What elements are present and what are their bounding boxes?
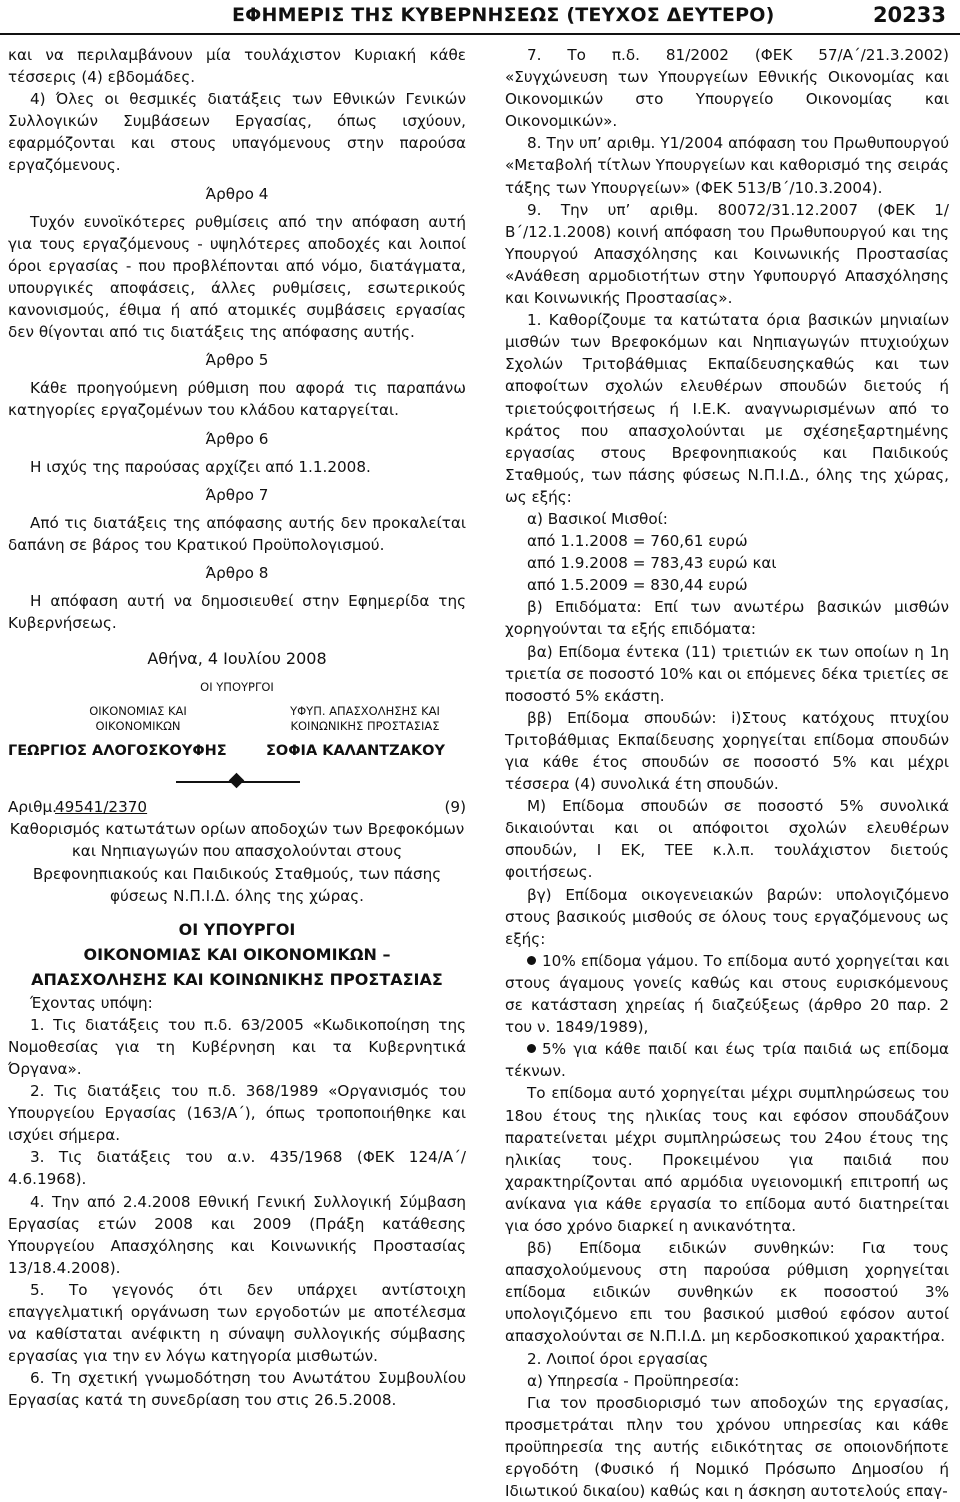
signing-date: Αθήνα, 4 Ιουλίου 2008 xyxy=(147,649,327,669)
child-allowance-paragraph: Το επίδομα αυτό χορηγείται μέχρι συμπληρώσεως του 18ου έτους της ηλικίας τους και εφόσον σπουδάζουν παρατείνεται μέχρι συμπληρώσεως του 24ου έτους της ηλικίας τους. Προκειμένου για παιδιά που χαρακτηρίζονται από αρμόδια υγειονομική επιτροπή ως ανίκανα για κάθε εργασία το επίδομα αυτό διατηρείται για όσο χρόνο διαρκεί η ανικανότητα. xyxy=(505,1084,949,1235)
consideration-8: 8. Την υπ’ αριθμ. Υ1/2004 απόφαση του Πρωθυπουργού «Μεταβολή τίτλων Υπουργείων και καθορισμό της σειράς τάξης των Υπουργείων» (ΦΕΚ 513/Β΄/10.3.2004). xyxy=(505,134,949,197)
paragraph: και να περιλαμβάνουν μία τουλάχιστον Κυριακή κάθε τέσσερις (4) εβδομάδες. xyxy=(8,46,466,87)
consideration-5: 5. Το γεγονός ότι δεν υπάρχει αντίστοιχη επαγγελματική οργάνωση των εργοδοτών με αποτέλεσμα να καθίσταται ανέφικτη η σύναψη συλλογικής σύμβασης εργασίας για την εν λόγω κατηγορία μισθωτών. xyxy=(8,1280,466,1366)
consideration-9: 9. Την υπ’ αριθμ. 80072/31.12.2007 (ΦΕΚ 1/Β΄/12.1.2008) κοινή απόφαση του Πρωθυπουργού και της Υπουργού Απασχόλησης και Κοινωνικής Προστασίας «Ανάθεση αρμοδιοτήτων στην Υφυπουργό Απασχόλησης και Κοινωνικής Προστασίας». xyxy=(505,200,949,308)
consideration-1: 1. Τις διατάξεις του π.δ. 63/2005 «Κωδικοποίηση της Νομοθεσίας για τη Κυβέρνηση και τα Κυβερνητικά Όργανα». xyxy=(8,1015,466,1078)
allowance-m: Μ) Επίδομα σπουδών σε ποσοστό 5% συνολικά δικαιούνται και οι απόφοιτοι σχολών ελευθέρων σπουδών, Ι ΕΚ, ΤΕΕ κ.λ.π. τουλάχιστον διετούς φοιτήσεως. xyxy=(505,797,949,882)
bullet-item: 5% για κάθε παιδί και έως τρία παιδιά ως επίδομα τέκνων. xyxy=(505,1038,949,1082)
ministers-heading-3: ΑΠΑΣΧΟΛΗΣΗΣ ΚΑΙ ΚΟΙΝΩΝΙΚΗΣ ΠΡΟΣΤΑΣΙΑΣ xyxy=(31,969,443,989)
consideration-3: 3. Τις διατάξεις του α.ν. 435/1968 (ΦΕΚ 124/Α΄/ 4.6.1968). xyxy=(8,1148,466,1189)
article-5-text: Κάθε προηγούμενη ρύθμιση που αφορά τις παραπάνω κατηγορίες εργαζομένων του κλάδου καταργείται. xyxy=(8,379,466,420)
article-6-text: Η ισχύς της παρούσας αρχίζει από 1.1.2008. xyxy=(30,457,371,476)
signature-block xyxy=(8,678,466,770)
consideration-2: 2. Τις διατάξεις του π.δ. 368/1989 «Οργανισμός του Υπουργείου Εργασίας (163/Α΄), όπως τροποποιήθηκε και ισχύει σήμερα. xyxy=(8,1082,466,1145)
salary-line: από 1.1.2008 = 760,61 ευρώ xyxy=(527,532,748,551)
ministers-heading-2: ΟΙΚΟΝΟΜΙΑΣ ΚΑΙ ΟΙΚΟΝΟΜΙΚΩΝ – xyxy=(83,944,391,964)
salary-line: από 1.5.2009 = 830,44 ευρώ xyxy=(527,576,748,595)
diamond-icon xyxy=(229,773,245,789)
allowance-bg: βγ) Επίδομα οικογενειακών βαρών: υπολογιζόμενο στους βασικούς μισθούς σε όλους τους εργαζόμενους ως εξής: xyxy=(505,885,949,948)
article-4-text: Τυχόν ευνοϊκότερες ρυθμίσεις από την απόφαση αυτή για τους εργαζόμενους - υψηλότερες αποδοχές και λοιποί όροι εργασίας - που προβλέπονται από νόμο, διατάγματα, υπουργικές αποφάσεις, άλλες ρυθμίσεις, εσωτερικούς κανονισμούς, έθιμα ή από ατομικές συμβάσεις εργασίας δεν θίγονται από τις διατάξεις της απόφασης αυτής. xyxy=(8,212,466,342)
bullet-item: 10% επίδομα γάμου. Το επίδομα αυτό χορηγείται και στους άγαμους γονείς καθώς και στους ευρισκόμενους σε κατάσταση χηρείας ή διαζεύξεως (άρθρο 20 παρ. 2 του ν. 1849/1989), xyxy=(505,950,949,1038)
right-signatory: ΣΟΦΙΑ ΚΑΛΑΝΤΖΑΚΟΥ xyxy=(266,743,445,760)
article-7-heading: Άρθρο 7 xyxy=(205,485,269,504)
article-8-heading: Άρθρο 8 xyxy=(205,563,269,582)
allowances-paragraph: β) Επιδόματα: Επί των ανωτέρω βασικών μισθών χορηγούνται τα εξής επιδόματα: xyxy=(505,598,949,639)
right-ministry: ΥΦΥΠ. ΑΠΑΣΧΟΛΗΣΗΣ ΚΑΙ ΚΟΙΝΩΝΙΚΗΣ ΠΡΟΣΤΑΣΙΑΣ xyxy=(290,704,440,734)
left-ministry: ΟΙΚΟΝΟΜΙΑΣ ΚΑΙ ΟΙΚΟΝΟΜΙΚΩΝ xyxy=(89,704,187,734)
article-6-heading: Άρθρο 6 xyxy=(205,429,269,448)
consideration-6: 6. Τη σχετική γνωμοδότηση του Ανωτάτου Συμβουλίου Εργασίας κατά τη συνεδρίαση του στις 26.5.2008. xyxy=(8,1369,466,1410)
other-terms-heading: 2. Λοιποί όροι εργασίας xyxy=(527,1349,709,1368)
paragraph: 4) Όλες οι θεσμικές διατάξεις των Εθνικών Γενικών Συλλογικών Συμβάσεων Εργασίας, όπως ισχύουν, εφαρμόζονται και στους υπαγόμενους στην παρούσα εργαζόμενους. xyxy=(8,90,466,175)
right-column xyxy=(505,44,949,1502)
consideration-7: 7. Το π.δ. 81/2002 (ΦΕΚ 57/Α΄/21.3.2002) «Συγχώνευση των Υπουργείων Εθνικής Οικονομίας και Οικονομικών στο Υπουργείο Οικονομίας και Οικονομικών». xyxy=(505,46,949,131)
ministers-label: ΟΙ ΥΠΟΥΡΓΟΙ xyxy=(200,680,274,695)
page-header xyxy=(0,0,960,36)
article-7-text: Από τις διατάξεις της απόφασης αυτής δεν προκαλείται δαπάνη σε βάρος του Κρατικού Προϋπολογισμού. xyxy=(8,513,466,554)
article-5-heading: Άρθρο 5 xyxy=(205,351,269,370)
ministers-heading-1: ΟΙ ΥΠΟΥΡΓΟΙ xyxy=(178,919,296,939)
decision-point-1: 1. Καθορίζουμε τα κατώτατα όρια βασικών μηνιαίων μισθών των Βρεφοκόμων και Νηπιαγωγών πτυχιούχων Σχολών Τριτοβάθμιας Εκπαίδευσηςκαθώς και των αποφοίτων σχολών ελευθέρων σπουδών διετούς ή τριετούςφοιτήσεως ή Ι.Ε.Κ. αναγνωρισμένων από το κράτος που απασχολούνται με σχέσηεξαρτημένης εργασίας στους Βρεφονηπιακούς και Παιδικούς Σταθμούς, των πάσης φύσεως Ν.Π.Ι.Δ., όλης της χώρας, ως εξής: xyxy=(505,311,949,506)
decision-number: 49541/2370 xyxy=(55,798,148,817)
left-column xyxy=(8,44,466,1412)
service-paragraph: Για τον προσδιορισμό των αποδοχών της εργασίας, προσμετράται πλην του χρόνου υπηρεσίας και κάθε προϋπηρεσία της αυτής ειδικότητας σε οποιονδήποτε εργοδότη (Φυσικό ή Νομικό Πρόσωπο Δημοσίου ή Ιδιωτικού δικαίου) καθώς και η άσκηση αυτοτελούς επαγ- xyxy=(505,1393,949,1501)
decision-sequence: (9) xyxy=(444,798,466,817)
article-8-text: Η απόφαση αυτή να δημοσιευθεί στην Εφημερίδα της Κυβερνήσεως. xyxy=(8,592,466,633)
allowance-ba: βα) Επίδομα έντεκα (11) τριετιών εκ των οποίων η 1η τριετία σε ποσοστό 10% και οι επόμενες δέκα τριετίες σε ποσοστό 5% εκάστη. xyxy=(505,642,949,705)
allowance-bd: βδ) Επίδομα ειδικών συνθηκών: Για τους απασχολούμενους στη παρούσα ρύθμιση χορηγείται επίδομα ειδικών συνθηκών εκ ποσοστού 3% υπολογιζόμενο επι του βασικού μισθού εφόσον αυτοί απασχολούνται σε Ν.Π.Ι.Δ. μη κερδοσκοπικού χαρακτήρα. xyxy=(505,1239,949,1346)
section-divider xyxy=(8,770,466,796)
having-regard-label: Έχοντας υπόψη: xyxy=(30,993,153,1012)
left-signatory: ΓΕΩΡΓΙΟΣ ΑΛΟΓΟΣΚΟΥΦΗΣ xyxy=(8,743,227,760)
service-heading: α) Υπηρεσία - Προϋπηρεσία: xyxy=(527,1371,740,1390)
salary-line: από 1.9.2008 = 783,43 ευρώ και xyxy=(527,554,777,573)
decision-header xyxy=(8,796,466,818)
allowance-bb: ββ) Επίδομα σπουδών: i)Στους κατόχους πτυχίου Τριτοβάθμιας Εκπαίδευσης χορηγείται επίδομα σπουδών για κάθε έτος σπουδών σε ποσοστό 5% και μέχρι τέσσερα (4) συνολικά έτη σπουδών. xyxy=(505,708,949,794)
decision-title: Καθορισμός κατωτάτων ορίων αποδοχών των Βρεφοκόμων και Νηπιαγωγών που απασχολούνται στους Βρεφονηπιακούς και Παιδικούς Σταθμούς, των πάσης φύσεως Ν.Π.Ι.Δ. όλης της χώρας. xyxy=(9,820,465,905)
header-rule xyxy=(0,33,960,35)
consideration-4: 4. Την από 2.4.2008 Εθνική Γενική Συλλογική Σύμβαση Εργασίας ετών 2008 και 2009 (Πράξη κατάθεσης Υπουργείου Απασχόλησης και Κοινωνικής Προστασίας 13/18.4.2008). xyxy=(8,1192,466,1277)
page-number: 20233 xyxy=(872,3,946,27)
gazette-title: ΕΦΗΜΕΡΙΣ ΤΗΣ ΚΥΒΕΡΝΗΣΕΩΣ (ΤΕΥΧΟΣ ΔΕΥΤΕΡΟ) xyxy=(232,4,775,26)
basic-salaries-heading: α) Βασικοί Μισθοί: xyxy=(527,509,668,528)
article-4-heading: Άρθρο 4 xyxy=(205,184,269,203)
decision-number-label: Αριθμ. xyxy=(8,798,57,817)
